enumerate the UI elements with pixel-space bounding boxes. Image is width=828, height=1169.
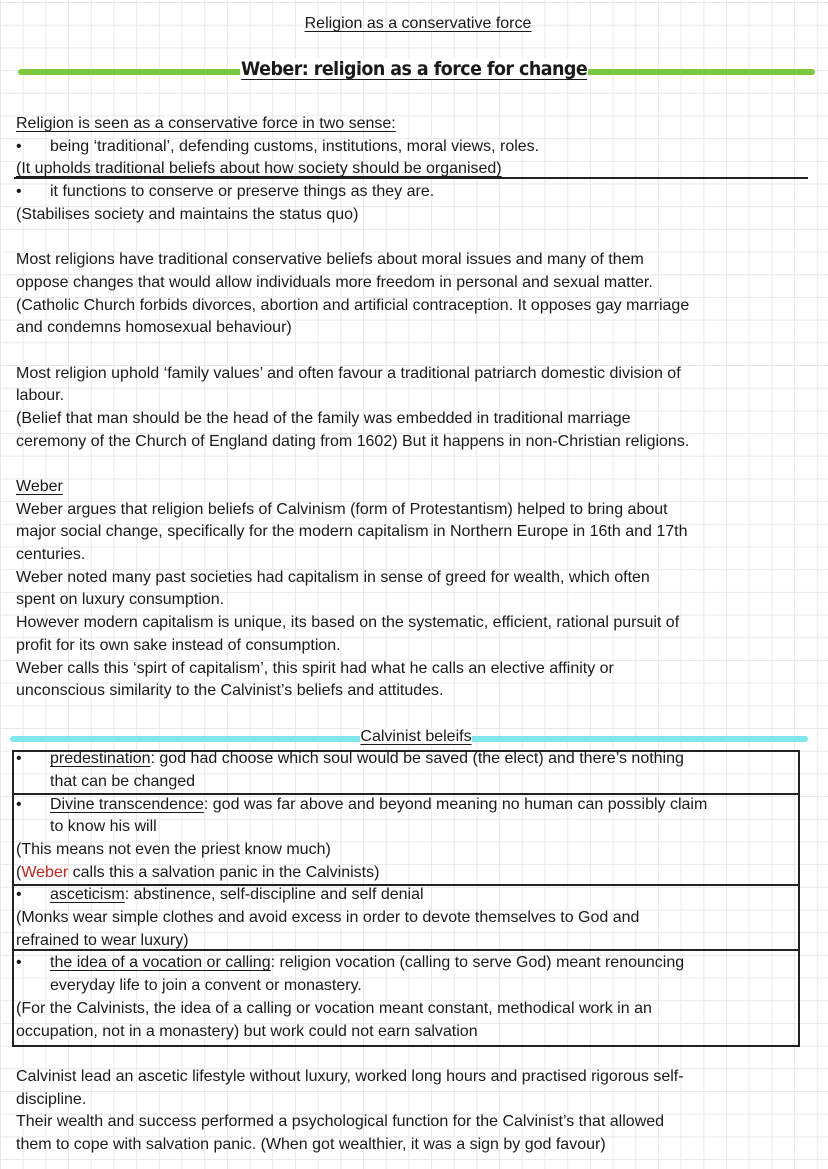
text-line <box>16 385 816 408</box>
text-line <box>16 317 816 340</box>
text-segment: Weber calls this ‘spirt of capitalism’, this spirit had what he calls an elective affinity or <box>16 659 614 677</box>
text-segment: oppose changes that would allow individuals more freedom in personal and sexual matter. <box>16 273 653 291</box>
bullet-icon: • <box>16 137 22 155</box>
text-segment: that can be changed <box>50 772 196 790</box>
text-segment: to know his will <box>50 818 157 836</box>
text-line <box>16 1134 816 1157</box>
blank-line <box>16 703 816 726</box>
text-line <box>16 136 816 159</box>
blank-line <box>16 1043 816 1066</box>
underlined-term: the idea of a vocation or calling <box>50 954 271 972</box>
page-title <box>0 15 828 33</box>
underlined-term: (It upholds traditional beliefs about how society should be organised) <box>16 160 502 178</box>
underlined-term: Divine transcendence <box>50 795 204 813</box>
underlined-term: asceticism <box>50 886 125 904</box>
text-segment: Weber argues that religion beliefs of Calvinism (form of Protestantism) helped to bring about <box>16 500 668 518</box>
text-segment: it functions to conserve or preserve things as they are. <box>50 183 435 201</box>
text-segment: discipline. <box>16 1090 87 1108</box>
text-segment: profit for its own sake instead of consumption. <box>16 636 341 654</box>
text-line <box>16 816 816 839</box>
blank-line <box>16 340 816 363</box>
heading-text: Weber: religion as a force for change <box>240 58 588 80</box>
text-line <box>16 930 816 953</box>
text-segment: spent on luxury consumption. <box>16 591 225 609</box>
text-line <box>16 431 816 454</box>
text-line <box>16 408 816 431</box>
text-segment: refrained to wear luxury) <box>16 931 189 949</box>
text-line <box>16 952 816 975</box>
highlighted-name: Weber <box>21 863 69 881</box>
text-segment: (Stabilises society and maintains the status quo) <box>16 205 359 223</box>
text-segment: Most religions have traditional conservative beliefs about moral issues and many of them <box>16 251 644 269</box>
text-segment: ceremony of the Church of England dating from 1602) But it happens in non-Christian religions. <box>16 432 690 450</box>
text-segment: everyday life to join a convent or monastery. <box>50 977 362 995</box>
text-segment: : god was far above and beyond meaning no human can possibly claim <box>203 795 708 813</box>
text-segment: (This means not even the priest know much) <box>16 841 331 858</box>
text-line <box>16 476 816 499</box>
text-segment: ( <box>16 863 22 881</box>
text-segment: : god had choose which soul would be saved (the elect) and there’s nothing <box>150 750 684 768</box>
text-segment: Their wealth and success performed a psychological function for the Calvinist’s that allowed <box>16 1113 665 1131</box>
section-heading <box>0 58 828 80</box>
text-line <box>16 884 816 907</box>
text-line <box>16 794 816 817</box>
text-line <box>16 567 816 590</box>
text-segment: unconscious similarity to the Calvinist’s beliefs and attitudes. <box>16 682 444 700</box>
text-line <box>16 658 816 681</box>
text-segment: and condemns homosexual behaviour) <box>16 319 292 337</box>
underlined-term: predestination <box>50 750 151 768</box>
text-segment: (Monks wear simple clothes and avoid excess in order to devote themselves to God and <box>16 909 640 927</box>
text-line <box>16 521 816 544</box>
text-line <box>16 295 816 318</box>
text-line <box>16 181 816 204</box>
text-segment: them to cope with salvation panic. (When got wealthier, it was a sign by god favour) <box>16 1135 606 1153</box>
bullet-icon: • <box>16 886 22 904</box>
text-line <box>16 1021 816 1044</box>
underlined-term: Calvinist beleifs <box>360 727 472 745</box>
text-line <box>16 589 816 612</box>
text-line <box>16 839 816 862</box>
title-text: Religion as a conservative force <box>304 15 532 32</box>
text-segment: occupation, not in a monastery) but work could not earn salvation <box>16 1022 478 1040</box>
underlined-term: Religion is seen as a conservative force in two sense: <box>16 115 396 132</box>
text-line <box>16 975 816 998</box>
text-line <box>16 249 816 272</box>
text-line <box>16 544 816 567</box>
bullet-icon: • <box>16 750 22 768</box>
text-segment: : religion vocation (calling to serve God) meant renouncing <box>270 954 685 972</box>
text-line <box>16 272 816 295</box>
bullet-icon: • <box>16 954 22 972</box>
subheading-line <box>16 726 816 749</box>
bullet-icon: • <box>16 795 22 813</box>
underlined-term: Weber <box>16 478 63 495</box>
bullet-icon: • <box>16 183 22 201</box>
text-line <box>16 113 816 136</box>
text-line <box>16 499 816 522</box>
text-line <box>16 862 816 885</box>
blank-line <box>16 226 816 249</box>
text-line <box>16 1089 816 1112</box>
text-segment: However modern capitalism is unique, its based on the systematic, efficient, rational pursuit of <box>16 614 680 632</box>
text-segment: (Belief that man should be the head of the family was embedded in traditional marriage <box>16 409 631 427</box>
text-line <box>16 771 816 794</box>
text-line <box>16 1066 816 1089</box>
text-line <box>16 204 816 227</box>
text-line <box>16 748 816 771</box>
text-segment: labour. <box>16 387 65 405</box>
text-segment: Weber noted many past societies had capitalism in sense of greed for wealth, which often <box>16 568 650 586</box>
text-line <box>16 612 816 635</box>
text-segment: calls this a salvation panic in the Calvinists) <box>68 863 380 881</box>
notes-body <box>16 113 816 1157</box>
text-segment: (For the Calvinists, the idea of a calling or vocation meant constant, methodical work in an <box>16 999 652 1017</box>
text-segment: Calvinist lead an ascetic lifestyle without luxury, worked long hours and practised rigorous self- <box>16 1067 684 1085</box>
text-segment: : abstinence, self-discipline and self denial <box>124 886 424 904</box>
text-line <box>16 680 816 703</box>
text-line <box>16 363 816 386</box>
text-segment: (Catholic Church forbids divorces, abortion and artificial contraception. It opposes gay marriage <box>16 296 690 314</box>
text-segment: Most religion uphold ‘family values’ and often favour a traditional patriarch domestic division of <box>16 364 681 382</box>
text-line <box>16 1111 816 1134</box>
text-segment: centuries. <box>16 546 86 564</box>
text-line <box>16 158 816 181</box>
text-segment: being ‘traditional’, defending customs, institutions, moral views, roles. <box>50 137 540 155</box>
blank-line <box>16 453 816 476</box>
text-line <box>16 635 816 658</box>
text-line <box>16 907 816 930</box>
text-segment: major social change, specifically for the modern capitalism in Northern Europe in 16th and 17th <box>16 523 688 541</box>
text-line <box>16 998 816 1021</box>
